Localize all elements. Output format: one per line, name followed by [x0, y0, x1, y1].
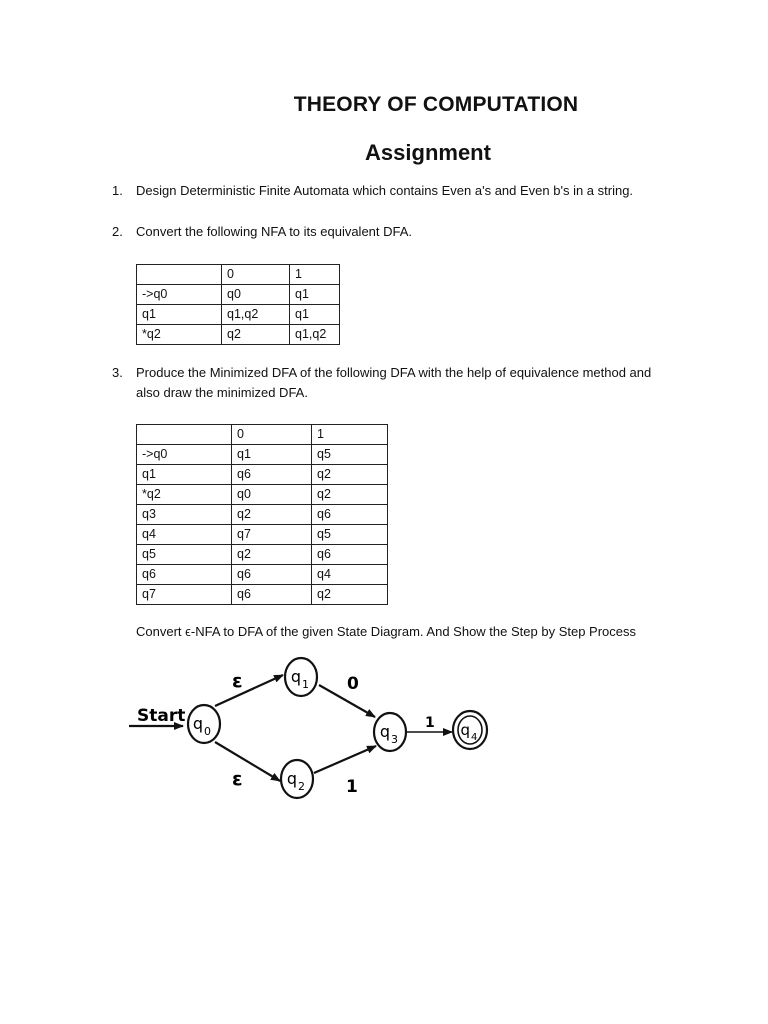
table-row — [137, 445, 388, 465]
table-cell: *q2 — [137, 485, 232, 505]
edge-label-epsilon: ε — [232, 670, 243, 692]
state-label: q — [290, 667, 301, 686]
table-cell: 1 — [312, 425, 388, 445]
table-row — [137, 525, 388, 545]
table-cell: q6 — [312, 545, 388, 565]
edge-label-0: 0 — [347, 674, 359, 694]
table-row — [137, 545, 388, 565]
table-cell: q1 — [290, 305, 340, 325]
state-label: q — [379, 722, 390, 741]
state-subscript: 3 — [391, 733, 398, 746]
enfa-instruction: Convert ϵ-NFA to DFA of the given State Diagram. And Show the Step by Step Process — [136, 624, 637, 639]
table-header-row — [137, 265, 340, 285]
table-cell: q6 — [312, 505, 388, 525]
table-cell: q5 — [137, 545, 232, 565]
state-label: q — [192, 714, 203, 733]
table-cell: q1 — [137, 465, 232, 485]
table-cell: q1 — [232, 445, 312, 465]
table-cell: q2 — [222, 325, 290, 345]
table-row — [137, 305, 340, 325]
table-cell: q2 — [312, 465, 388, 485]
edge-label-1: 1 — [346, 777, 358, 797]
edge-label-epsilon: ε — [232, 768, 243, 790]
nfa-transition-table — [136, 264, 340, 345]
table-cell: q0 — [222, 285, 290, 305]
question-number: 3. — [112, 365, 123, 380]
table-cell: q0 — [232, 485, 312, 505]
table-cell: q1 — [137, 305, 222, 325]
table-row — [137, 285, 340, 305]
table-cell: q5 — [312, 445, 388, 465]
table-cell: *q2 — [137, 325, 222, 345]
table-cell: q5 — [312, 525, 388, 545]
table-cell: q1,q2 — [222, 305, 290, 325]
table-cell: q3 — [137, 505, 232, 525]
table-cell: q6 — [232, 565, 312, 585]
question-number: 1. — [112, 183, 123, 198]
edge-q2-q3 — [314, 746, 376, 773]
table-row — [137, 565, 388, 585]
question-text: Design Deterministic Finite Automata which contains Even a's and Even b's in a string. — [136, 183, 634, 198]
table-cell: q2 — [232, 505, 312, 525]
question-number: 2. — [112, 224, 123, 239]
page-subtitle: Assignment — [365, 140, 491, 165]
table-cell: q4 — [312, 565, 388, 585]
table-cell — [137, 265, 222, 285]
table-cell: q1,q2 — [290, 325, 340, 345]
table-cell: q2 — [232, 545, 312, 565]
question-text: Produce the Minimized DFA of the following DFA with the help of equivalence method and also draw the minimized DFA. — [136, 365, 652, 400]
edge-label-1: 1 — [425, 715, 435, 731]
state-subscript: 0 — [204, 725, 211, 738]
page-title: THEORY OF COMPUTATION — [293, 93, 579, 116]
edge-q0-q1 — [215, 675, 283, 706]
state-subscript: 1 — [302, 678, 309, 691]
table-row — [137, 325, 340, 345]
state-q2 — [281, 760, 313, 798]
table-cell: ->q0 — [137, 285, 222, 305]
state-label: q — [460, 721, 470, 739]
table-cell: ->q0 — [137, 445, 232, 465]
table-cell: q7 — [137, 585, 232, 605]
state-q1 — [285, 658, 317, 696]
table-cell: 0 — [232, 425, 312, 445]
table-cell: q1 — [290, 285, 340, 305]
state-q4-accepting — [453, 711, 487, 749]
table-cell: 0 — [222, 265, 290, 285]
table-cell: q6 — [232, 465, 312, 485]
state-q0 — [188, 705, 220, 743]
edge-q0-q2 — [215, 742, 280, 781]
table-row — [137, 485, 388, 505]
table-header-row — [137, 425, 388, 445]
enfa-state-diagram — [125, 645, 505, 815]
state-subscript: 4 — [471, 732, 478, 743]
table-cell: 1 — [290, 265, 340, 285]
table-row — [137, 585, 388, 605]
table-cell: q6 — [137, 565, 232, 585]
table-cell: q2 — [312, 485, 388, 505]
table-cell: q2 — [312, 585, 388, 605]
table-cell: q7 — [232, 525, 312, 545]
table-cell: q4 — [137, 525, 232, 545]
state-subscript: 2 — [298, 780, 305, 793]
state-q3 — [374, 713, 406, 751]
table-row — [137, 465, 388, 485]
table-row — [137, 505, 388, 525]
dfa-transition-table — [136, 424, 388, 605]
question-text: Convert the following NFA to its equivalent DFA. — [136, 224, 413, 239]
table-cell — [137, 425, 232, 445]
start-label: Start — [137, 706, 186, 726]
state-label: q — [286, 769, 297, 788]
table-cell: q6 — [232, 585, 312, 605]
